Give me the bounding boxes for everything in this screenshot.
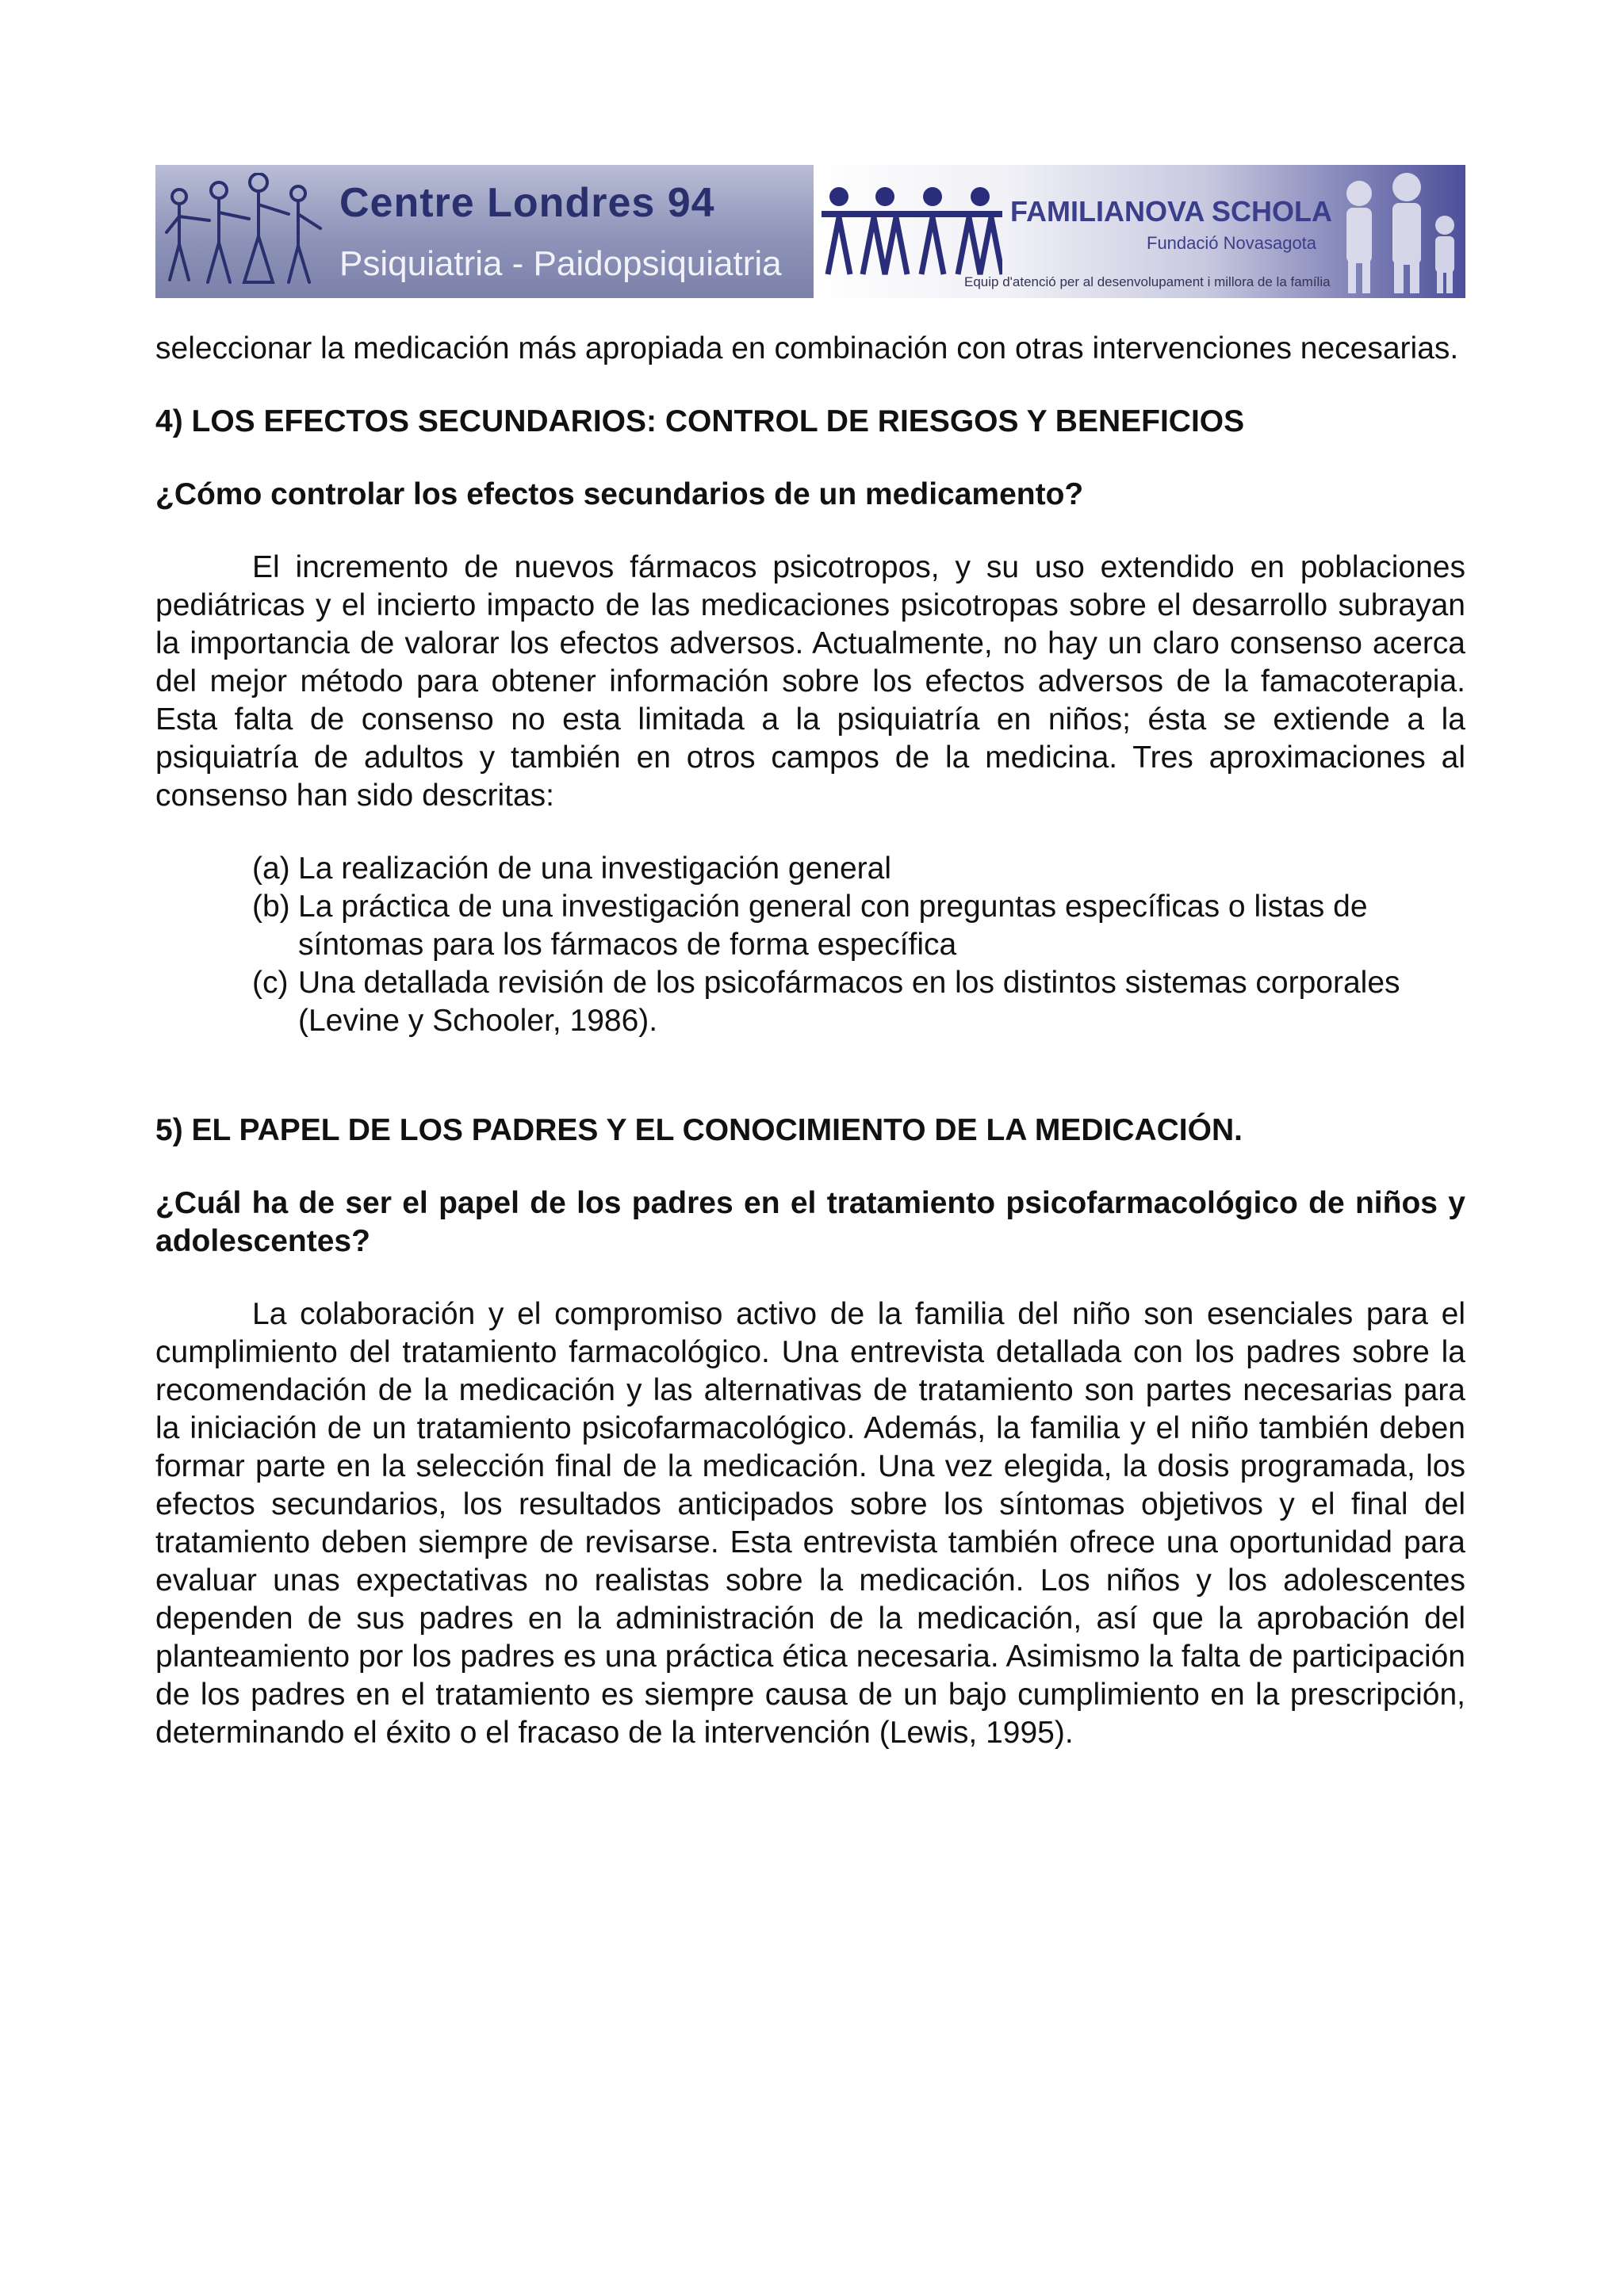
list-marker: (b)	[252, 890, 290, 924]
org-tagline: Equip d'atenció per al desenvolupament i millora de la família	[964, 274, 1331, 289]
list-item	[252, 850, 1465, 888]
logo-title: Centre Londres 94	[339, 180, 715, 226]
list-text: Una detallada revisión de los psicofármacos en los distintos sistemas corporales (Levine y Schooler, 1986).	[298, 966, 1400, 1038]
section-5-heading: 5) EL PAPEL DE LOS PADRES Y EL CONOCIMIENTO DE LA MEDICACIÓN.	[155, 1113, 1243, 1147]
family-silhouette-icon	[1327, 170, 1462, 295]
stick-figures-icon	[162, 173, 328, 292]
list-item	[252, 964, 1465, 1040]
section-4-paragraph: El incremento de nuevos fármacos psicotropos, y su uso extendido en poblaciones pediátricas y el incierto impacto de las medicaciones psicotropas sobre el desarrollo subrayan la importancia de valorar los efectos adversos. Actualmente, no hay un claro consenso acerca del mejor método para obtener información sobre los efectos adversos de la famacoterapia. Esta falta de consenso no esta limitada a la psiquiatría en niños; ésta se extiende a la psiquiatría de adultos y también en otros campos de la medicina. Tres aproximaciones al consenso han sido descritas:	[155, 550, 1465, 813]
familianova-logo	[814, 165, 1465, 298]
document-body	[155, 330, 1465, 1752]
foundation-name: Fundació Novasagota	[1147, 233, 1317, 253]
centre-londres-logo	[155, 165, 814, 298]
section-4-question: ¿Cómo controlar los efectos secundarios de un medicamento?	[155, 477, 1084, 511]
list-text: La realización de una investigación general	[298, 851, 892, 886]
intro-paragraph: seleccionar la medicación más apropiada en combinación con otras intervenciones necesarias.	[155, 331, 1459, 365]
list-marker: (c)	[252, 966, 289, 1000]
logo-subtitle: Psiquiatria - Paidopsiquiatria	[339, 244, 782, 283]
family-figures-icon	[822, 182, 1002, 277]
org-name: FAMILIANOVA SCHOLA	[1010, 195, 1332, 228]
approaches-list	[252, 850, 1465, 1040]
section-4-heading: 4) LOS EFECTOS SECUNDARIOS: CONTROL DE RIESGOS Y BENEFICIOS	[155, 404, 1245, 438]
list-text: La práctica de una investigación general con preguntas específicas o listas de síntomas para los fármacos de forma específica	[298, 890, 1368, 962]
list-marker: (a)	[252, 851, 290, 886]
header-banner	[155, 165, 1465, 298]
section-5-question: ¿Cuál ha de ser el papel de los padres en el tratamiento psicofarmacológico de niños y adolescentes?	[155, 1186, 1465, 1258]
list-item	[252, 888, 1465, 964]
section-5-paragraph: La colaboración y el compromiso activo de la familia del niño son esenciales para el cumplimiento del tratamiento farmacológico. Una entrevista detallada con los padres sobre la recomendación de la medicación y las alternativas de tratamiento son partes necesarias para la iniciación de un tratamiento psicofarmacológico. Además, la familia y el niño también deben formar parte en la selección final de la medicación. Una vez elegida, la dosis programada, los efectos secundarios, los resultados anticipados sobre los síntomas objetivos y el final del tratamiento deben siempre de revisarse. Esta entrevista también ofrece una oportunidad para evaluar unas expectativas no realistas sobre la medicación. Los niños y los adolescentes dependen de sus padres en la administración de la medicación, así que la aprobación del planteamiento por los padres es una práctica ética necesaria. Asimismo la falta de participación de los padres en el tratamiento es siempre causa de un bajo cumplimiento en la prescripción, determinando el éxito o el fracaso de la intervención (Lewis, 1995).	[155, 1297, 1465, 1750]
